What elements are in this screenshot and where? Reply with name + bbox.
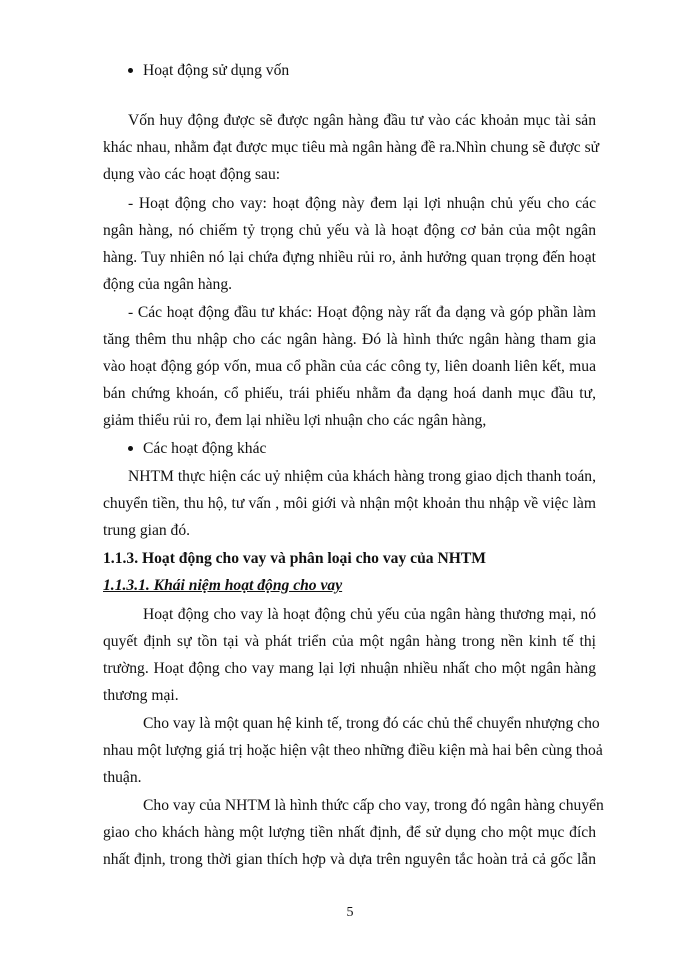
paragraph-line: giao cho khách hàng một lượng tiền nhất định, để sử dụng cho một mục đích: [103, 824, 596, 841]
paragraph-line: vào hoạt động góp vốn, mua cổ phần của các công ty, liên doanh liên kết, mua: [103, 358, 596, 375]
bullet-item-other-activities: [128, 440, 266, 458]
subsection-heading: 1.1.3.1. Khái niệm hoạt động cho vay: [103, 577, 343, 594]
paragraph-line: dụng vào các hoạt động sau:: [103, 166, 281, 183]
paragraph-line: Vốn huy động được sẽ được ngân hàng đầu tư vào các khoản mục tài sản: [128, 112, 596, 129]
paragraph-line: nhau một lượng giá trị hoặc hiện vật theo những điều kiện mà hai bên cùng thoả: [103, 742, 603, 759]
paragraph-line: Cho vay là một quan hệ kinh tế, trong đó các chủ thể chuyển nhượng cho: [143, 715, 600, 732]
bullet-text: Hoạt động sử dụng vốn: [143, 62, 290, 79]
paragraph-line: giảm thiểu rủi ro, đem lại nhiều lợi nhuận cho các ngân hàng,: [103, 412, 487, 429]
paragraph-line: trường. Hoạt động cho vay mang lại lợi nhuận nhiều nhất cho một ngân hàng: [103, 660, 596, 677]
page-number: 5: [346, 905, 354, 920]
paragraph-line: thương mại.: [103, 687, 179, 704]
paragraph-line: Hoạt động cho vay là hoạt động chủ yếu của ngân hàng thương mại, nó: [143, 606, 596, 623]
paragraph-line: NHTM thực hiện các uỷ nhiệm của khách hàng trong giao dịch thanh toán,: [128, 468, 596, 485]
bullet-icon: [128, 68, 133, 73]
paragraph-line: bán chứng khoán, cổ phiếu, trái phiếu nhằm đa dạng hoá danh mục đầu tư,: [103, 385, 596, 402]
paragraph-line: ngân hàng, nó chiếm tỷ trọng chủ yếu và là hoạt động cơ bản của một ngân: [103, 222, 596, 239]
paragraph-line: - Các hoạt động đầu tư khác: Hoạt động này rất đa dạng và góp phần làm: [128, 304, 596, 321]
paragraph-line: trung gian đó.: [103, 522, 191, 539]
paragraph-line: nhất định, trong thời gian thích hợp và dựa trên nguyên tắc hoàn trả cả gốc lẫn: [103, 851, 596, 868]
bullet-icon: [128, 446, 133, 451]
paragraph-line: - Hoạt động cho vay: hoạt động này đem lại lợi nhuận chủ yếu cho các: [128, 195, 596, 212]
paragraph-line: chuyển tiền, thu hộ, tư vấn , môi giới và nhận một khoản thu nhập về việc làm: [103, 495, 596, 512]
paragraph-line: quyết định sự tồn tại và phát triển của một ngân hàng trong nền kinh tế thị: [103, 633, 596, 650]
paragraph-line: tăng thêm thu nhập cho các ngân hàng. Đó là hình thức ngân hàng tham gia: [103, 331, 596, 348]
bullet-text: Các hoạt động khác: [143, 440, 267, 457]
paragraph-line: khác nhau, nhằm đạt được mục tiêu mà ngân hàng đề ra.Nhìn chung sẽ được sử: [103, 139, 600, 156]
section-heading: 1.1.3. Hoạt động cho vay và phân loại cho vay của NHTM: [103, 550, 486, 567]
paragraph-line: thuận.: [103, 769, 142, 786]
paragraph-line: hàng. Tuy nhiên nó lại chứa đựng nhiều rủi ro, ảnh hưởng quan trọng đến hoạt: [103, 249, 596, 266]
paragraph-line: Cho vay của NHTM là hình thức cấp cho vay, trong đó ngân hàng chuyển: [143, 797, 604, 814]
paragraph-line: động của ngân hàng.: [103, 276, 233, 293]
bullet-item-funds-usage: [128, 62, 289, 80]
